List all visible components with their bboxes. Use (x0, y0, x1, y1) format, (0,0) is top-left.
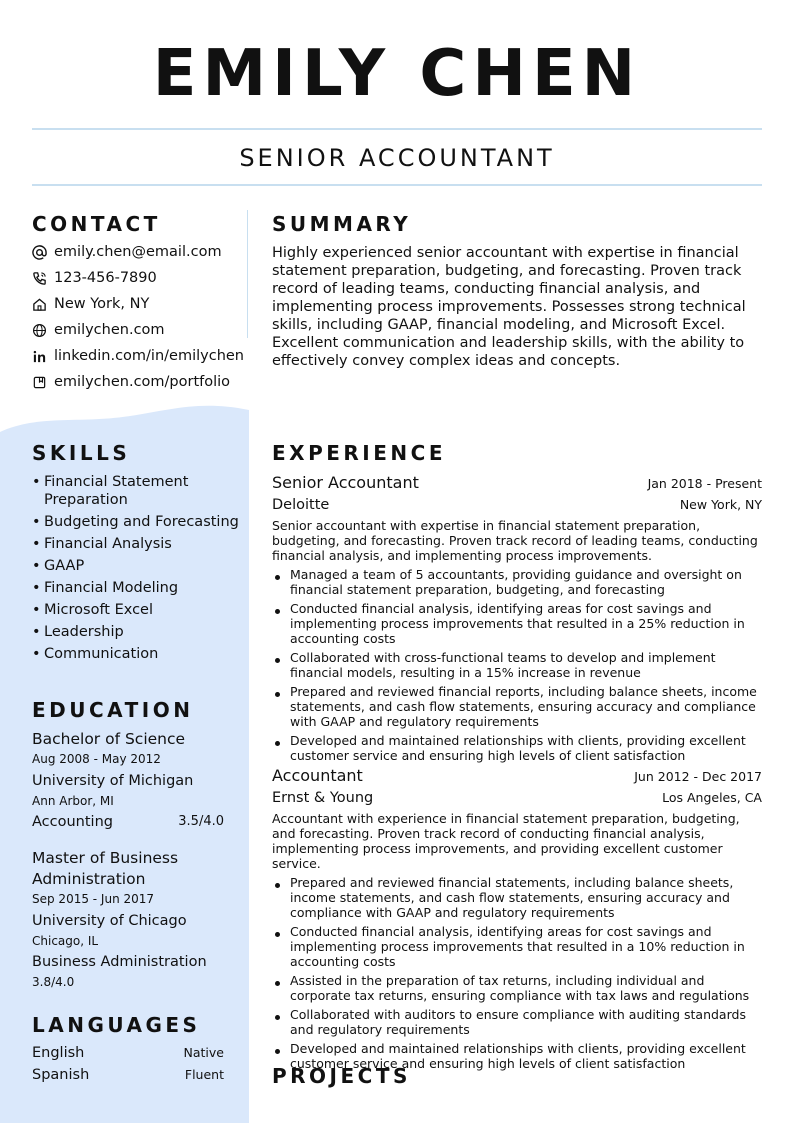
job-title: Senior Accountant (272, 473, 419, 492)
globe-icon (32, 323, 47, 338)
job-company: Ernst & Young (272, 790, 374, 806)
skill-item: • Communication (32, 645, 242, 663)
projects-heading: PROJECTS (272, 1064, 411, 1088)
education-entry-1 (32, 729, 224, 833)
education-gpa: 3.8/4.0 (32, 975, 75, 989)
job-location: New York, NY (679, 497, 762, 512)
skill-item: • Budgeting and Forecasting (32, 513, 242, 531)
contact-location-text: New York, NY (54, 296, 150, 312)
job-dates: Jan 2018 - Present (647, 476, 762, 491)
education-school: University of Michigan (32, 773, 194, 789)
contact-website-text: emilychen.com (54, 322, 165, 338)
job-description: Accountant with experience in financial statement preparation, budgeting, and forecasting. Proven track record of conducting financial analysis, implementing process improvements, and providing excellent customer service. (272, 811, 740, 871)
job-bullet: Conducted financial analysis, identifying areas for cost savings and implementing process improvements that resulted in a 10% reduction in accounting costs (272, 924, 762, 969)
skill-item: • Financial Modeling (32, 579, 242, 597)
contact-phone[interactable] (32, 267, 157, 289)
summary-heading: SUMMARY (272, 212, 412, 236)
education-heading: EDUCATION (32, 698, 194, 722)
job-entry-1 (272, 472, 762, 767)
candidate-name: EMILY CHEN (152, 37, 642, 111)
job-entry-2 (272, 765, 762, 1075)
education-field: Accounting (32, 814, 113, 830)
at-icon (32, 245, 47, 260)
contact-linkedin-text: linkedin.com/in/emilychen (54, 348, 244, 364)
experience-heading: EXPERIENCE (272, 441, 446, 465)
contact-portfolio-text: emilychen.com/portfolio (54, 374, 231, 390)
contact-email-text: emily.chen@email.com (54, 244, 222, 260)
home-icon (32, 297, 47, 312)
languages-heading: LANGUAGES (32, 1013, 201, 1037)
contact-heading: CONTACT (32, 212, 161, 236)
job-bullet: Collaborated with cross-functional teams to develop and implement financial models, resulting in a 15% increase in revenue (272, 650, 762, 680)
job-bullet: Managed a team of 5 accountants, providing guidance and oversight on financial statement preparation, budgeting, and forecasting (272, 567, 762, 597)
skills-heading: SKILLS (32, 441, 131, 465)
skill-item: • Leadership (32, 623, 242, 641)
language-item (32, 1042, 224, 1064)
job-bullet: Prepared and reviewed financial statements, including balance sheets, income statements, and cash flow statements, ensuring accuracy and compliance with GAAP and regulatory requirements (272, 875, 762, 920)
language-name: Spanish (32, 1067, 90, 1083)
language-level: Fluent (184, 1067, 224, 1082)
job-title: SENIOR ACCOUNTANT (239, 144, 555, 172)
education-dates: Sep 2015 - Jun 2017 (32, 892, 155, 906)
contact-linkedin[interactable] (32, 345, 244, 367)
job-bullets (272, 875, 762, 1071)
phone-icon (32, 271, 47, 286)
contact-website[interactable] (32, 319, 165, 341)
education-degree: Bachelor of Science (32, 730, 186, 748)
job-title: Accountant (272, 766, 363, 785)
skills-list (32, 473, 242, 667)
job-bullet: Prepared and reviewed financial reports, including balance sheets, income statements, and cash flow statements, ensuring accuracy and compliance with GAAP and regulatory requirements (272, 684, 762, 729)
skill-item: • Financial Analysis (32, 535, 242, 553)
job-bullet: Developed and maintained relationships with clients, providing excellent customer service and ensuring high levels of client satisfaction (272, 1041, 762, 1071)
job-bullet: Assisted in the preparation of tax returns, including individual and corporate tax returns, ensuring compliance with tax laws and regulations (272, 973, 762, 1003)
header-top-rule (32, 128, 762, 130)
linkedin-icon (32, 349, 47, 364)
skill-item: • Microsoft Excel (32, 601, 242, 619)
job-location: Los Angeles, CA (662, 790, 762, 805)
skill-item: • GAAP (32, 557, 242, 575)
job-bullet: Collaborated with auditors to ensure compliance with auditing standards and regulatory requirements (272, 1007, 762, 1037)
skill-item: • Financial Statement Preparation (32, 473, 242, 509)
column-divider (247, 210, 248, 338)
contact-email[interactable] (32, 241, 222, 263)
job-bullet: Conducted financial analysis, identifying areas for cost savings and implementing process improvements that resulted in a 25% reduction in accounting costs (272, 601, 762, 646)
job-description: Senior accountant with expertise in financial statement preparation, budgeting, and forecasting. Proven track record of leading teams, conducting financial analysis, and implementing process improvements. (272, 518, 758, 563)
contact-phone-text: 123-456-7890 (54, 270, 157, 286)
education-degree: Master of Business Administration (32, 849, 179, 888)
contact-portfolio[interactable] (32, 371, 230, 393)
summary-text: Highly experienced senior accountant with expertise in financial statement preparation, budgeting, and forecasting. Proven track record of leading teams, conducting financial analysis, and implementing process improvements. Possesses strong technical skills, including GAAP, financial modeling, and Microsoft Excel. Excellent communication and leadership skills, with the ability to effectively convey complex ideas and concepts. (272, 245, 746, 369)
education-location: Ann Arbor, MI (32, 794, 114, 808)
language-level: Native (183, 1045, 224, 1060)
education-school: University of Chicago (32, 913, 187, 929)
job-company: Deloitte (272, 497, 330, 513)
contact-location (32, 293, 149, 315)
education-location: Chicago, IL (32, 934, 99, 948)
language-item (32, 1064, 224, 1086)
education-field: Business Administration (32, 954, 207, 970)
education-gpa: 3.5/4.0 (178, 814, 224, 829)
job-dates: Jun 2012 - Dec 2017 (634, 769, 762, 784)
education-dates: Aug 2008 - May 2012 (32, 752, 161, 766)
job-bullet: Developed and maintained relationships with clients, providing excellent customer service and ensuring high levels of client satisfaction (272, 733, 762, 763)
portfolio-icon (32, 375, 47, 390)
language-name: English (32, 1045, 85, 1061)
header-bottom-rule (32, 184, 762, 186)
job-bullets (272, 567, 762, 763)
education-entry-2 (32, 848, 224, 991)
